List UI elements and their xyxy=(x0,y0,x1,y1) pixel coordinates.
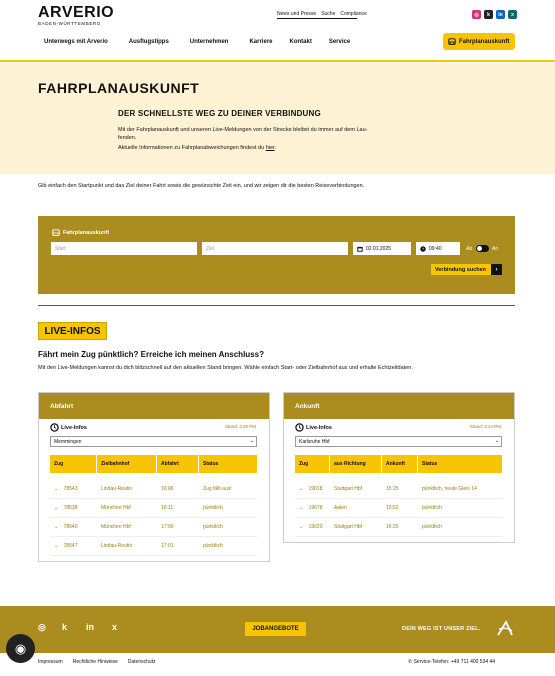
ziel-cell: München Hbf xyxy=(101,524,131,530)
nav-item-unternehmen[interactable]: Unternehmen xyxy=(189,39,229,45)
top-links-divider xyxy=(277,18,357,19)
start-input[interactable] xyxy=(51,242,197,255)
abfahrt-station-value: Memmingen xyxy=(54,438,82,445)
an-label: An xyxy=(492,246,499,252)
abfahrt-table-header xyxy=(50,455,257,473)
top-link-compliance[interactable]: Compliance xyxy=(340,11,367,17)
zug-number: 19018 xyxy=(308,486,323,492)
nav-item-service[interactable]: Service xyxy=(328,39,351,45)
col-header: Ankunft xyxy=(382,455,418,473)
calendar-icon xyxy=(357,246,363,252)
col-header: Status xyxy=(203,461,219,467)
status-cell: pünktlich xyxy=(203,543,223,549)
footer-link-rechtliches[interactable]: Rechtliche Hinweise xyxy=(72,659,118,665)
col-header: Zielbahnhof xyxy=(97,455,157,473)
footer-link-datenschutz[interactable]: Datenschutz xyxy=(127,659,156,665)
train-icon xyxy=(448,38,456,46)
clock-icon xyxy=(420,246,426,252)
arverio-mark-icon xyxy=(496,620,514,641)
hero-section xyxy=(0,63,555,174)
time-value: 09:40 xyxy=(429,245,442,252)
nav-item-kontakt[interactable]: Kontakt xyxy=(289,39,312,45)
arrow-right-icon: › xyxy=(491,264,502,275)
date-value: 02.01.2025 xyxy=(366,245,392,252)
richtung-cell: Aalen xyxy=(334,505,347,511)
ziel-placeholder: Ziel xyxy=(206,245,215,252)
logo-main: ARVERIO xyxy=(38,4,115,21)
time-cell: 16:06 xyxy=(161,486,174,492)
zug-number: 78547 xyxy=(63,543,78,549)
train-icon xyxy=(52,229,60,237)
col-header: Abfahrt xyxy=(157,455,199,473)
ankunft-table-header xyxy=(295,455,502,473)
footer-slogan: DEIN WEG IST UNSER ZIEL. xyxy=(402,626,481,632)
live-question: Fährt mein Zug pünktlich? Erreiche ich meinen Anschluss? xyxy=(38,350,264,359)
ziel-cell: München Hbf xyxy=(101,505,131,511)
linkedin-icon[interactable]: in xyxy=(86,622,94,632)
intro-text: Gib einfach den Startpunkt und das Ziel deiner Fahrt sowie die gewünschte Zeit ein, und wir zeigen dir die besten Reiseverbindungen. xyxy=(38,183,365,189)
zug-cell: ⌄ 19018 xyxy=(299,486,323,492)
zug-cell: ⌄ 19678 xyxy=(299,505,323,511)
nav-item-karriere[interactable]: Karriere xyxy=(249,39,273,45)
time-cell: 17:00 xyxy=(161,524,174,530)
time-cell: 17:01 xyxy=(161,543,174,549)
verbindung-suchen-label: Verbindung suchen xyxy=(435,266,487,273)
hero-text-line-3 xyxy=(118,144,438,152)
live-refresh-icon xyxy=(50,423,59,432)
top-link-search[interactable]: Suche xyxy=(321,11,336,17)
ankunft-live-text: Live-Infos xyxy=(306,424,332,431)
live-refresh-icon xyxy=(295,423,304,432)
hero-text-line-1: Mit der Fahrplanauskunft und unseren Live-Meldungen von der Strecke bleibst du immer auf dem Lau- xyxy=(118,127,368,133)
kununu-icon[interactable]: k xyxy=(484,10,493,19)
page-title: FAHRPLANAUSKUNFT xyxy=(38,80,200,96)
date-input[interactable] xyxy=(353,242,411,255)
zug-number: 78543 xyxy=(63,486,78,492)
table-row[interactable] xyxy=(50,518,257,537)
phone-icon: ✆ xyxy=(408,659,413,665)
kununu-icon[interactable]: k xyxy=(62,622,68,632)
nav-item-unterwegs[interactable]: Unterwegs mit Arverio xyxy=(44,39,108,45)
zug-number: 19020 xyxy=(308,524,323,530)
planner-title-label: Fahrplanauskunft xyxy=(63,230,110,236)
status-cell: pünktlich xyxy=(203,505,223,511)
table-row[interactable] xyxy=(50,537,257,556)
fingerprint-icon[interactable]: ◉ xyxy=(6,634,35,663)
ankunft-station-value: Karlsruhe Hbf xyxy=(299,438,330,445)
hier-link[interactable]: hier xyxy=(265,145,275,151)
planner-box xyxy=(38,216,515,294)
ankunft-card xyxy=(283,392,515,543)
xing-icon[interactable]: x xyxy=(508,10,517,19)
zug-cell: ⌄ 19020 xyxy=(299,524,323,530)
live-description: Mit den Live-Meldungen kannst du dich blitzschnell auf den aktuellen Stand bringen. Wähle einfach Start- oder Zielbahnhof aus und erhalte Echtzeitdaten. xyxy=(38,365,413,371)
time-cell: 16:25 xyxy=(386,524,399,530)
verbindung-suchen-button[interactable] xyxy=(431,264,502,275)
zug-number: 78540 xyxy=(63,524,78,530)
status-cell: pünktlich xyxy=(203,524,223,530)
nav-item-ausflugstipps[interactable]: Ausflugstipps xyxy=(128,39,169,45)
ankunft-live-label xyxy=(295,423,332,432)
col-header: Zug xyxy=(50,455,97,473)
jobangebote-button[interactable]: JOBANGEBOTE xyxy=(245,622,306,636)
section-divider xyxy=(38,305,515,306)
time-input[interactable] xyxy=(416,242,460,255)
table-row[interactable] xyxy=(295,518,502,537)
col-header: aus Richtung xyxy=(330,455,382,473)
logo-sub: BADEN-WÜRTTEMBERG xyxy=(38,21,101,26)
hero-subtitle: DER SCHNELLSTE WEG ZU DEINER VERBINDUNG xyxy=(118,109,321,118)
linkedin-icon[interactable]: in xyxy=(496,10,505,19)
col-header: Status xyxy=(422,461,438,467)
footer-link-impressum[interactable]: Impressum xyxy=(38,659,63,665)
live-infos-heading: LIVE-INFOS xyxy=(38,322,107,340)
logo[interactable] xyxy=(38,5,114,27)
status-cell: pünktlich xyxy=(422,524,442,530)
abfahrt-card xyxy=(38,392,270,562)
fahrplanauskunft-button[interactable] xyxy=(443,33,515,50)
main-nav xyxy=(44,39,350,45)
hero-text-prefix: Aktuelle Informationen zu Fahrplanabweichungen findest du xyxy=(118,145,265,151)
ziel-cell: Lindau-Reutin xyxy=(101,543,133,549)
col-header: Zug xyxy=(295,455,330,473)
fahrplanauskunft-button-label: Fahrplanauskunft xyxy=(459,38,510,45)
status-cell: pünktlich xyxy=(422,505,442,511)
chevron-down-icon: ⌄ xyxy=(494,438,499,444)
richtung-cell: Stuttgart Hbf xyxy=(334,486,363,492)
abfahrt-card-title: Abfahrt xyxy=(39,393,269,419)
status-cell: pünktlich, heute Gleis 14 xyxy=(422,486,477,492)
service-phone[interactable] xyxy=(408,659,495,665)
xing-icon[interactable]: x xyxy=(112,622,118,632)
planner-title xyxy=(52,229,109,237)
table-row[interactable] xyxy=(50,480,257,499)
table-row[interactable] xyxy=(50,499,257,518)
ziel-cell: Lindau-Reutin xyxy=(101,486,133,492)
time-cell: 15:25 xyxy=(386,486,399,492)
instagram-icon[interactable]: ◎ xyxy=(38,622,46,632)
service-phone-text: Service-Telefon: +49 711 400 534 44 xyxy=(413,659,496,665)
richtung-cell: Stuttgart Hbf xyxy=(334,524,363,530)
site-header xyxy=(0,0,555,62)
chevron-down-icon: ⌄ xyxy=(249,438,254,444)
hero-text-suffix: . xyxy=(274,145,277,151)
table-row[interactable] xyxy=(295,480,502,499)
status-cell: Zug fällt aus! xyxy=(203,486,232,492)
table-row[interactable] xyxy=(295,499,502,518)
hero-text-line-2: fenden. xyxy=(118,135,137,141)
top-links xyxy=(277,11,367,17)
time-cell: 16:11 xyxy=(161,505,174,511)
abfahrt-stand: Stand: 3:25 PM xyxy=(225,424,257,429)
ankunft-card-title: Ankunft xyxy=(284,393,514,419)
zug-cell: ⌄ 78538 xyxy=(54,505,78,511)
zug-cell: ⌄ 78543 xyxy=(54,486,78,492)
ab-an-toggle[interactable] xyxy=(476,245,489,252)
zug-number: 19678 xyxy=(308,505,323,511)
abfahrt-live-text: Live-Infos xyxy=(61,424,87,431)
footer-links xyxy=(38,659,156,665)
instagram-icon[interactable]: ◎ xyxy=(472,10,481,19)
zug-cell: ⌄ 78540 xyxy=(54,524,78,530)
top-link-news[interactable]: News und Presse xyxy=(277,11,317,17)
zug-number: 78538 xyxy=(63,505,78,511)
zug-cell: ⌄ 78547 xyxy=(54,543,78,549)
ziel-input[interactable] xyxy=(202,242,348,255)
abfahrt-station-select[interactable] xyxy=(50,436,257,447)
start-placeholder: Start xyxy=(55,245,66,252)
ab-label: Ab xyxy=(466,246,473,252)
time-cell: 15:52 xyxy=(386,505,399,511)
abfahrt-live-label xyxy=(50,423,87,432)
ankunft-stand: Stand: 3:24 PM xyxy=(470,424,502,429)
ankunft-station-select[interactable] xyxy=(295,436,502,447)
